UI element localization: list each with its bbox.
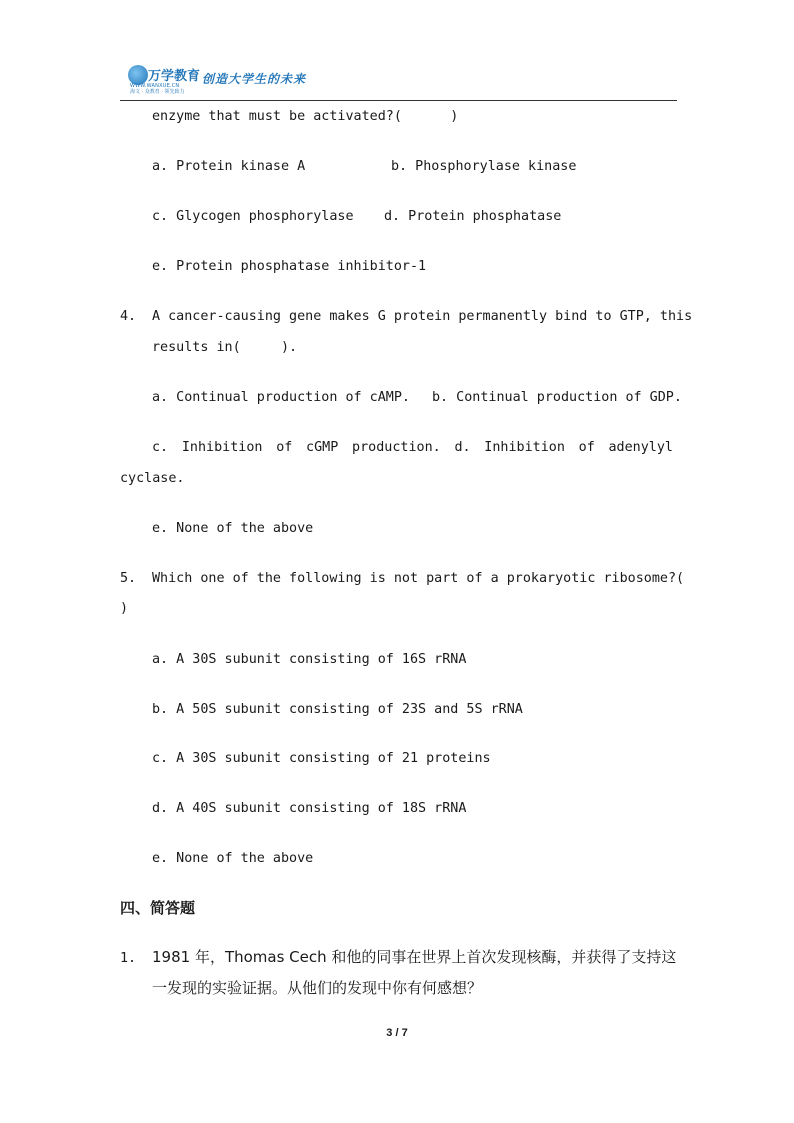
q5-option-b: b. A 50S subunit consisting of 23S and 5S rRNA xyxy=(152,702,523,717)
brand-logo xyxy=(128,63,201,95)
q4-option-a: a. Continual production of cAMP. xyxy=(152,390,410,405)
q5-option-a: a. A 30S subunit consisting of 16S rRNA xyxy=(152,652,467,667)
q3-option-a: a. Protein kinase A xyxy=(152,159,306,174)
q5-stem-line1: Which one of the following is not part of a prokaryotic ribosome?( xyxy=(152,571,685,586)
q4-stem-line2: results in( ). xyxy=(152,340,298,355)
q4-stem-line1: A cancer-causing gene makes G protein permanently bind to GTP, this xyxy=(152,309,693,324)
q4-option-d-wrap: cyclase. xyxy=(120,471,185,486)
q3-stem-tail: enzyme that must be activated?( ) xyxy=(152,109,459,124)
q5-option-c: c. A 30S subunit consisting of 21 proteins xyxy=(152,751,491,766)
q3-option-c: c. Glycogen phosphorylase xyxy=(152,209,354,224)
logo-globe-icon xyxy=(128,65,148,85)
q3-option-b: b. Phosphorylase kinase xyxy=(391,159,577,174)
q5-number: 5. xyxy=(120,571,137,586)
s4-q1-line2: 一发现的实验证据。从他们的发现中你有何感想？ xyxy=(152,979,483,997)
section-heading: 四、简答题 xyxy=(120,899,196,917)
q4-number: 4. xyxy=(120,309,137,324)
s4-q1-line1: 1981 年，Thomas Cech 和他的同事在世界上首次发现核酶，并获得了支持这 xyxy=(152,948,677,966)
page-header xyxy=(120,60,677,101)
header-slogan: 创造大学生的未来 xyxy=(202,72,307,86)
q5-option-d: d. A 40S subunit consisting of 18S rRNA xyxy=(152,801,467,816)
q3-option-d: d. Protein phosphatase xyxy=(384,209,562,224)
logo-name: 万学教育 xyxy=(148,69,201,84)
q5-stem-line2: ) xyxy=(120,601,129,616)
s4-q1-number: 1. xyxy=(120,951,137,966)
logo-url: WWW.WANXUE.CN xyxy=(130,83,180,89)
logo-subtitle: 海文 · 众教育 · 领先致力 xyxy=(130,89,185,95)
page-number: 3 / 7 xyxy=(386,1027,408,1039)
q4-option-c-d: c. Inhibition of cGMP production. d. Inhibition of adenylyl xyxy=(152,440,673,455)
q4-option-b: b. Continual production of GDP. xyxy=(432,390,682,405)
q5-option-e: e. None of the above xyxy=(152,851,314,866)
q3-option-e: e. Protein phosphatase inhibitor-1 xyxy=(152,259,427,274)
q4-option-e: e. None of the above xyxy=(152,521,314,536)
